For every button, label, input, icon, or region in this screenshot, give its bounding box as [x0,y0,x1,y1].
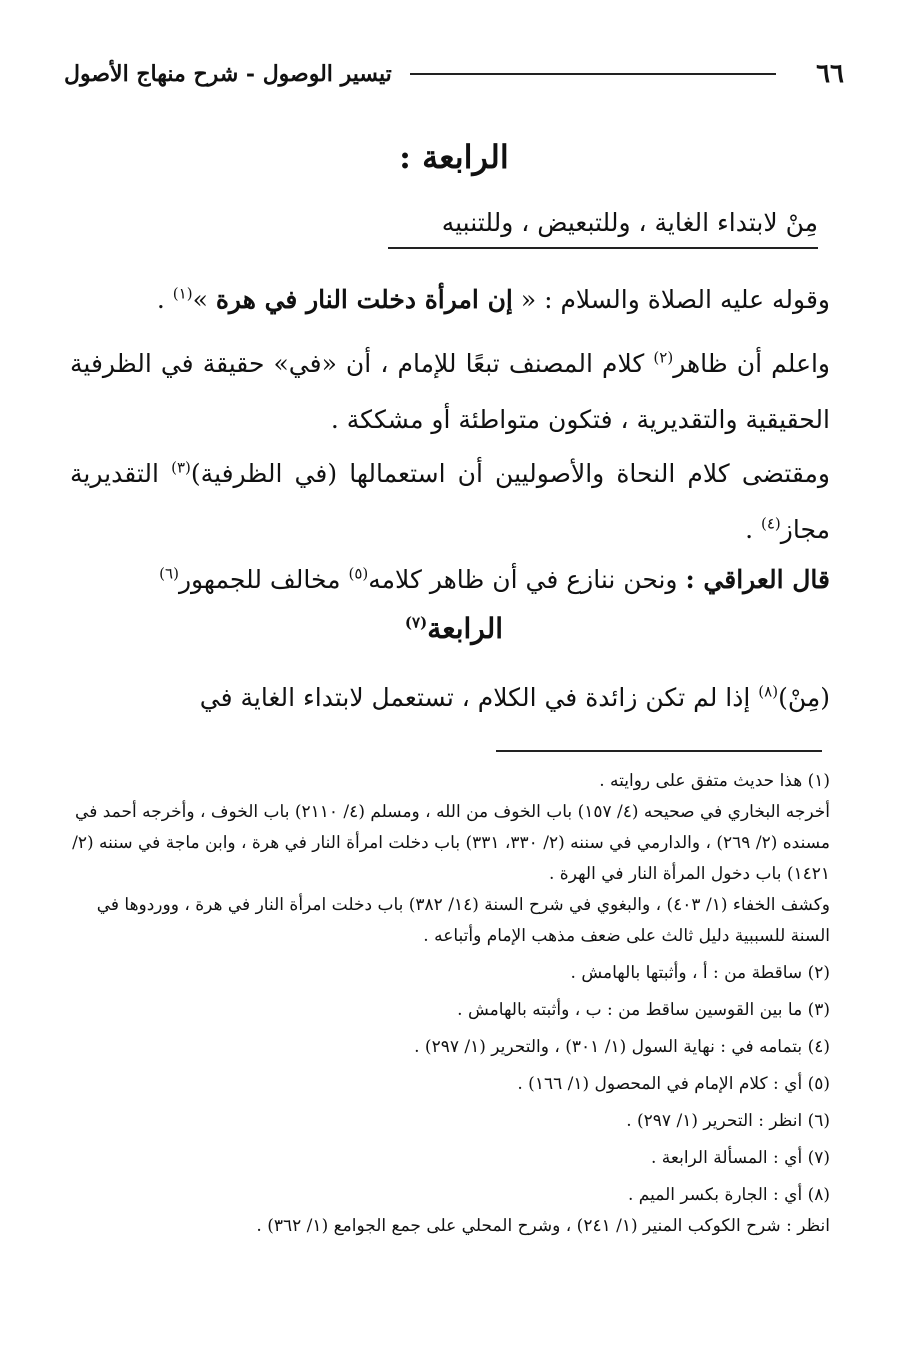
footnote-ref-3: (٣) [171,458,191,477]
header-rule [410,73,776,75]
paragraph-3 [70,446,830,558]
p2-text-b: كلام المصنف تبعًا للإمام ، أن «في» حقيقة في الظرفية الحقيقية والتقديرية ، فتكون متواطئة أو مشككة . [70,349,830,434]
footnote-ref-2: (٢) [653,348,674,367]
footnote-ref-4: (٤) [761,514,781,533]
paragraph-4 [70,552,830,608]
footnotes [66,766,830,1242]
footnote-ref-8: (٨) [758,682,779,701]
matn-quote: مِنْ لابتداء الغاية ، وللتبعيض ، وللتنبيه [388,208,818,249]
footnote-1-sources: أخرجه البخاري في صحيحه (٤/ ١٥٧) باب الخوف من الله ، ومسلم (٤/ ٢١١٠) باب الخوف ، وأخرجه أحمد في مسنده (٢/ ٢٦٩) ، والدارمي في سننه (٢/ ٣٣٠، ٣٣١) باب دخلت امرأة النار في هرة ، وابن ماجة في سننه (٢/ ١٤٢١) باب دخول المرأة النار في الهرة . [72,802,830,884]
section-title: الرابعة : [399,138,509,176]
p5-text-a: (مِنْ) [778,683,830,712]
p2-text-a: واعلم أن ظاهر [673,349,831,378]
iraqi-label: قال العراقي : [685,565,830,594]
footnote-ref-1: (١) [172,284,193,303]
footnote-6: (٦) انظر : التحرير (١/ ٢٩٧) . [626,1111,830,1131]
p4-text-b: مخالف للجمهور [178,565,341,594]
p4-text-a: ونحن ننازع في أن ظاهر كلامه [368,565,678,594]
running-header [64,54,844,94]
footnote-ref-7: (٧) [404,613,428,632]
p1-close: » [192,285,208,314]
p5-text-b: إذا لم تكن زائدة في الكلام ، تستعمل لابتداء الغاية في [199,683,751,712]
paragraph-5 [70,670,830,726]
p1-end: . [156,285,165,314]
p1-lead: وقوله عليه الصلاة والسلام : « [520,285,830,314]
sub-title [0,612,908,645]
footnote-5: (٥) أي : كلام الإمام في المحصول (١/ ١٦٦) . [517,1074,830,1094]
footnote-ref-5: (٥) [348,564,369,583]
sub-title-text: الرابعة [427,612,504,645]
page-number: ٦٦ [816,59,844,89]
footnote-2: (٢) ساقطة من : أ ، وأثبتها بالهامش . [570,963,830,983]
footnote-8-ref: انظر : شرح الكوكب المنير (١/ ٢٤١) ، وشرح المحلي على جمع الجوامع (١/ ٣٦٢) . [256,1216,830,1236]
paragraph-2 [70,336,830,448]
footnote-ref-6: (٦) [159,564,179,583]
footnote-1: (١) هذا حديث متفق على روايته . [599,771,830,791]
hadith-text: إن امرأة دخلت النار في هرة [215,285,513,314]
book-title: تيسير الوصول - شرح منهاج الأصول [64,61,392,87]
paragraph-1 [70,272,830,328]
p3-text-b: التقديرية مجاز [70,459,830,544]
p3-text-a: ومقتضى كلام النحاة والأصوليين أن استعمالها (في الظرفية) [190,459,830,488]
footnote-1-more: وكشف الخفاء (١/ ٤٠٣) ، والبغوي في شرح السنة (١٤/ ٣٨٢) باب دخلت امرأة النار في هرة ، ووردوها في السنة للسببية دليل ثالث على ضعف مذهب الإمام وأتباعه . [96,895,830,946]
footnote-3: (٣) ما بين القوسين ساقط من : ب ، وأثبته بالهامش . [457,1000,830,1020]
footnote-7: (٧) أي : المسألة الرابعة . [650,1148,830,1168]
footnote-8: (٨) أي : الجارة بكسر الميم . [627,1185,830,1205]
footnote-4: (٤) بتمامه في : نهاية السول (١/ ٣٠١) ، والتحرير (١/ ٢٩٧) . [414,1037,830,1057]
footnote-separator [496,750,822,752]
p3-end: . [745,515,754,544]
